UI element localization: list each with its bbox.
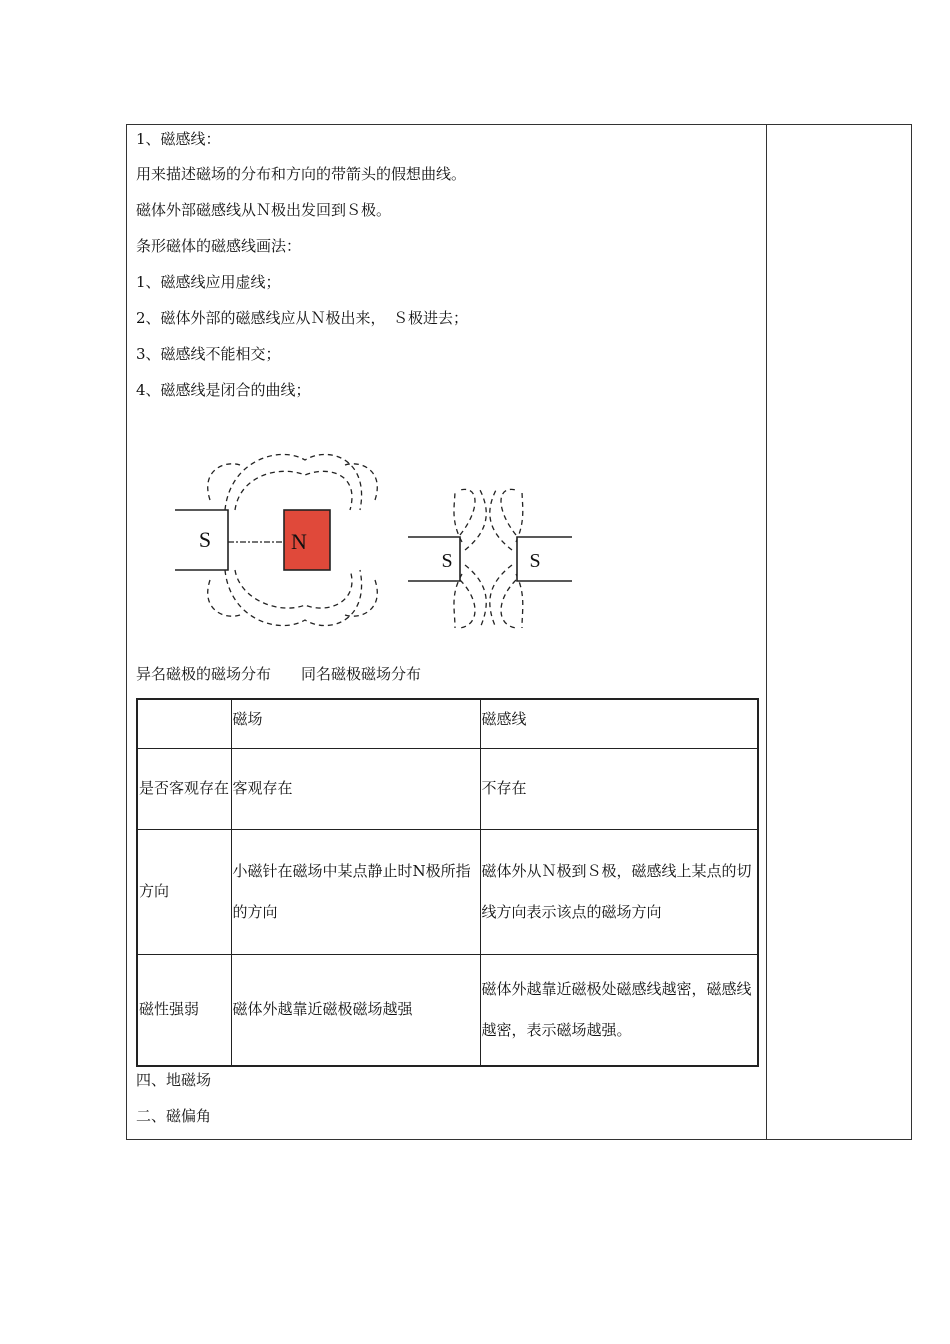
n-pole-label: N <box>291 529 307 554</box>
rule-item: 2、磁体外部的磁感线应从Ｎ极出来， Ｓ极进去； <box>136 309 469 327</box>
table-row <box>137 954 758 1066</box>
section-magnetic-declination: 二、磁偏角 <box>136 1107 212 1125</box>
comparison-table <box>136 698 759 1067</box>
right-s-pole-bar <box>517 537 572 581</box>
table-cell: 磁体外越靠近磁极处磁感线越密，磁感线越密，表示磁场越强。 <box>480 954 758 1066</box>
like-poles-magnets <box>408 537 572 581</box>
table-cell: 小磁针在磁场中某点静止时N极所指的方向 <box>231 829 480 954</box>
section-geomagnetic-field: 四、地磁场 <box>136 1071 212 1089</box>
left-s-pole-label: S <box>441 550 453 572</box>
table-cell: 客观存在 <box>231 748 480 829</box>
row-label: 是否客观存在 <box>137 748 231 829</box>
table-header-row <box>137 699 758 748</box>
row-label: 方向 <box>137 829 231 954</box>
rule-item: 4、磁感线是闭合的曲线； <box>136 381 311 399</box>
header-cell: 磁场 <box>231 699 480 748</box>
table-row <box>137 748 758 829</box>
table-cell: 磁体外从Ｎ极到Ｓ极，磁感线上某点的切线方向表示该点的磁场方向 <box>480 829 758 954</box>
figure-caption: 异名磁极的磁场分布 同名磁极磁场分布 <box>136 665 422 683</box>
magnetic-field-figures <box>160 450 630 640</box>
right-s-pole-label: S <box>529 550 541 572</box>
definition-text: 用来描述磁场的分布和方向的带箭头的假想曲线。 <box>136 165 467 183</box>
exterior-rule-text: 磁体外部磁感线从Ｎ极出发回到Ｓ极。 <box>136 201 392 219</box>
rule-item: 3、磁感线不能相交； <box>136 345 281 363</box>
rule-item: 1、磁感线应用虚线； <box>136 273 281 291</box>
side-column-divider <box>766 124 767 1140</box>
like-poles-figure <box>454 489 523 628</box>
s-pole-label: S <box>198 527 212 552</box>
row-label: 磁性强弱 <box>137 954 231 1066</box>
table-row <box>137 829 758 954</box>
heading-magnetic-lines: 1、磁感线： <box>136 130 221 148</box>
drawing-method-title: 条形磁体的磁感线画法： <box>136 237 302 255</box>
opposite-poles-magnets <box>175 510 330 570</box>
header-cell <box>137 699 231 748</box>
table-cell: 不存在 <box>480 748 758 829</box>
header-cell: 磁感线 <box>480 699 758 748</box>
table-cell: 磁体外越靠近磁极磁场越强 <box>231 954 480 1066</box>
